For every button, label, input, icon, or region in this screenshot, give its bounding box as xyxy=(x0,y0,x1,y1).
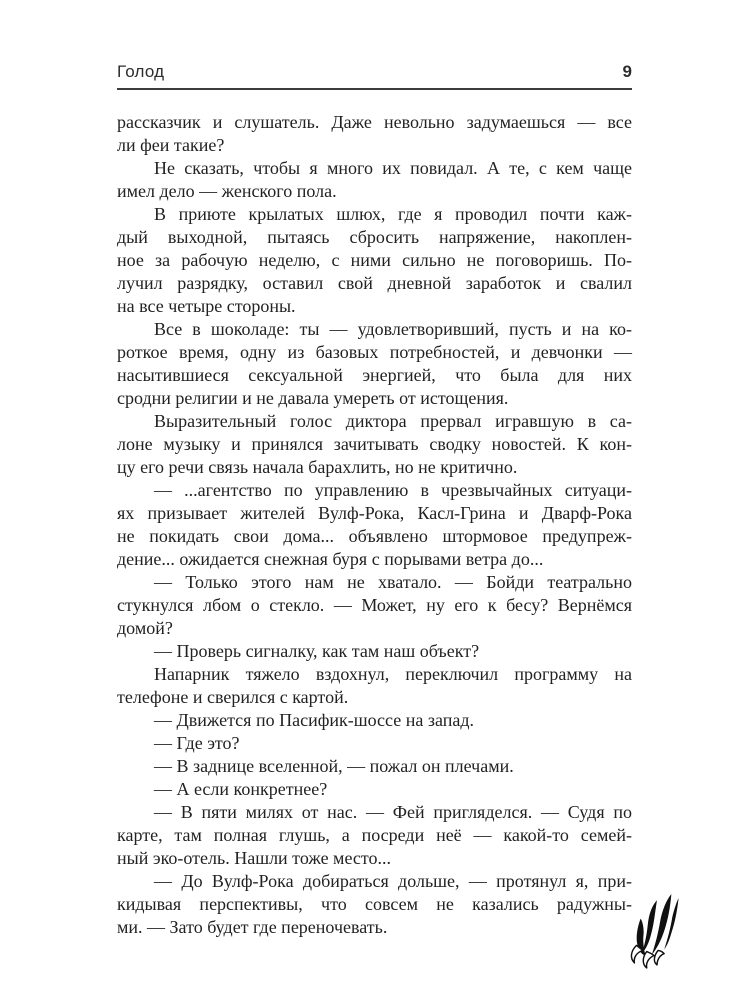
text-line: — Проверь сигналку, как там наш объект? xyxy=(154,641,480,661)
text-line: карте, там полная глушь, а посреди неё — какой-то семей- xyxy=(117,825,632,845)
text-line: — До Вулф-Рока добираться дольше, — протянул я, при- xyxy=(154,871,632,891)
paragraph xyxy=(117,318,632,410)
paragraph xyxy=(117,203,632,318)
text-line: дение... ожидается снежная буря с порывами ветра до... xyxy=(117,549,544,569)
text-line: телефоне и сверился с картой. xyxy=(117,687,349,707)
text-line: Выразительный голос диктора прервал игравшую в са- xyxy=(154,411,632,431)
text-line: дый выходной, пытаясь сбросить напряжение, накоплен- xyxy=(117,227,632,247)
paragraph xyxy=(117,410,632,479)
page-header xyxy=(117,62,632,90)
text-line: ми. — Зато будет где переночевать. xyxy=(117,917,388,937)
paragraph xyxy=(117,571,632,640)
page-number: 9 xyxy=(622,62,632,81)
text-line: Напарник тяжело вздохнул, переключил программу на xyxy=(154,664,632,684)
text-line: — ...агентство по управлению в чрезвычайных ситуаци- xyxy=(154,480,632,500)
paragraph xyxy=(117,111,632,157)
paragraph xyxy=(117,870,632,939)
text-line: домой? xyxy=(117,618,173,638)
text-line: ли феи такие? xyxy=(117,135,225,155)
text-line: насытившиеся сексуальной энергией, что была для них xyxy=(117,365,632,385)
text-line: лоне музыку и принялся зачитывать сводку новостей. К кон- xyxy=(117,434,632,454)
paragraph xyxy=(117,479,632,571)
text-line: Все в шоколаде: ты — удовлетворивший, пусть и на ко- xyxy=(154,319,632,339)
text-line: не покидать свои дома... объявлено штормовое предупреж- xyxy=(117,526,632,546)
paragraph xyxy=(117,640,632,663)
paragraph xyxy=(117,732,632,755)
paragraph xyxy=(117,778,632,801)
paragraph xyxy=(117,755,632,778)
text-line: кидывая перспективы, что совсем не казались радужны- xyxy=(117,894,632,914)
text-line: рассказчик и слушатель. Даже невольно задумаешься — все xyxy=(117,112,632,132)
text-line: роткое время, одну из базовых потребностей, и девчонки — xyxy=(117,342,632,362)
text-line: лучил разрядку, оставил свой дневной заработок и свалил xyxy=(117,273,632,293)
text-line: — Движется по Пасифик-шоссе на запад. xyxy=(154,710,474,730)
text-line: — А если конкретнее? xyxy=(154,779,328,799)
text-line: — Только этого нам не хватало. — Бойди театрально xyxy=(154,572,632,592)
text-line: — В заднице вселенной, — пожал он плечами. xyxy=(154,756,514,776)
text-line: В приюте крылатых шлюх, где я проводил почти каж- xyxy=(154,204,632,224)
text-line: цу его речи связь начала барахлить, но не критично. xyxy=(117,457,518,477)
paragraph xyxy=(117,709,632,732)
text-line: стукнулся лбом о стекло. — Может, ну его к бесу? Вернёмся xyxy=(117,595,632,615)
paragraph xyxy=(117,157,632,203)
text-line: Не сказать, чтобы я много их повидал. А те, с кем чаще xyxy=(154,158,632,178)
text-line: — В пяти милях от нас. — Фей пригляделся. — Судя по xyxy=(154,802,632,822)
text-line: ный эко-отель. Нашли тоже место... xyxy=(117,848,391,868)
page-body-text xyxy=(117,111,632,939)
text-line: ное за рабочую неделю, с ними сильно не поговоришь. По- xyxy=(117,250,632,270)
text-line: на все четыре стороны. xyxy=(117,296,296,316)
text-line: сродни религии и не давала умереть от истощения. xyxy=(117,388,509,408)
text-line: ях призывает жителей Вулф-Рока, Касл-Грина и Дварф-Рока xyxy=(117,503,632,523)
text-line: — Где это? xyxy=(154,733,240,753)
claw-scratch-graphic xyxy=(626,892,688,970)
running-title: Голод xyxy=(117,62,165,81)
paragraph xyxy=(117,663,632,709)
paragraph xyxy=(117,801,632,870)
claw-scratch-icon xyxy=(626,892,688,970)
text-line: имел дело — женского пола. xyxy=(117,181,337,201)
